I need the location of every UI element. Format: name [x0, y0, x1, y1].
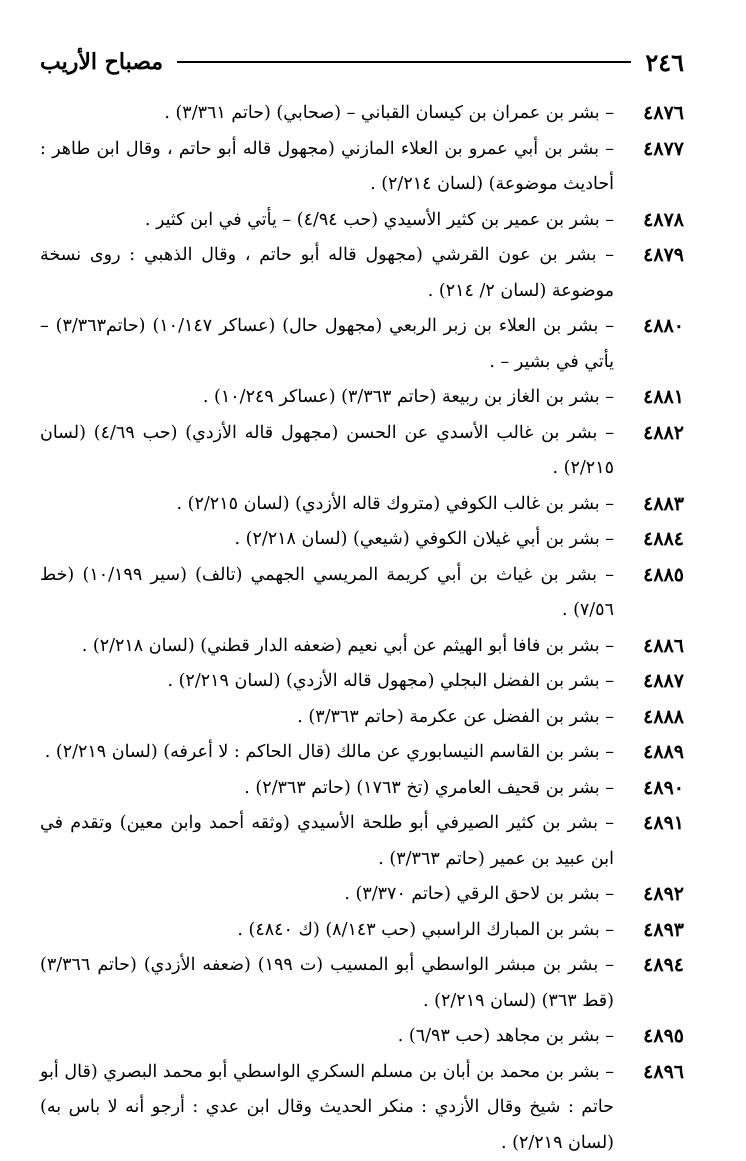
entry-text: – بشر بن المبارك الراسبي (حب ٨/١٤٣) (ك ٤٨٤٠) .: [40, 913, 614, 949]
list-item: [40, 522, 684, 558]
entry-text: – بشر بن فافا أبو الهيثم عن أبي نعيم (ضعفه الدار قطني) (لسان ٢/٢١٨) .: [40, 629, 614, 665]
entry-number: ٤٨٩٣: [643, 913, 684, 949]
entry-number: ٤٨٩٢: [643, 877, 684, 913]
entry-number: ٤٨٨١: [643, 380, 684, 416]
entry-text: – بشر بن غياث بن أبي كريمة المريسي الجهمي (تالف) (سير ١٠/١٩٩) (خط ٧/٥٦) .: [40, 558, 614, 629]
entry-number: ٤٨٧٧: [643, 132, 684, 168]
entry-text: – بشر بن لاحق الرقي (حاتم ٣/٣٧٠) .: [40, 877, 614, 913]
list-item: [40, 664, 684, 700]
entry-number: ٤٨٩٥: [643, 1019, 684, 1055]
entry-text: – بشر بن العلاء بن زبر الربعي (مجهول حال) (عساكر ١٠/١٤٧) (حاتم٣/٣٦٣) – يأتي في بشير – .: [40, 309, 614, 380]
list-item: [40, 203, 684, 239]
entry-text: – بشر بن كثير الصيرفي أبو طلحة الأسيدي (وثقه أحمد وابن معين) وتقدم في ابن عبيد بن عمير (حاتم ٣/٣٦٣) .: [40, 806, 614, 877]
entry-text: – بشر بن قحيف العامري (تخ ١٧٦٣) (حاتم ٢/٣٦٣) .: [40, 771, 614, 807]
header-rule: [177, 61, 631, 63]
page-header: [40, 40, 684, 84]
list-item: [40, 629, 684, 665]
list-item: [40, 913, 684, 949]
entry-text: – بشر بن عمير بن كثير الأسيدي (حب ٤/٩٤) – يأتي في ابن كثير .: [40, 203, 614, 239]
entries-list: [40, 96, 684, 1161]
list-item: [40, 1019, 684, 1055]
list-item: [40, 700, 684, 736]
entry-number: ٤٨٧٦: [643, 96, 684, 132]
entry-text: – بشر بن عمران بن كيسان القباني – (صحابي) (حاتم ٣/٣٦١) .: [40, 96, 614, 132]
entry-number: ٤٨٨٥: [643, 558, 684, 594]
entry-number: ٤٨٨٧: [643, 664, 684, 700]
list-item: [40, 309, 684, 380]
entry-text: – بشر بن مجاهد (حب ٦/٩٣) .: [40, 1019, 614, 1055]
entry-number: ٤٨٨٠: [643, 309, 684, 345]
entry-text: – بشر بن الفضل عن عكرمة (حاتم ٣/٣٦٣) .: [40, 700, 614, 736]
list-item: [40, 735, 684, 771]
page-number: ٢٤٦: [645, 48, 684, 77]
entry-number: ٤٨٩٤: [643, 948, 684, 984]
entry-text: – بشر بن الغاز بن ربيعة (حاتم ٣/٣٦٣) (عساكر ١٠/٢٤٩) .: [40, 380, 614, 416]
entry-number: ٤٨٨٩: [643, 735, 684, 771]
entry-number: ٤٨٩١: [643, 806, 684, 842]
list-item: [40, 238, 684, 309]
list-item: [40, 806, 684, 877]
book-title: مصباح الأريب: [40, 49, 163, 75]
entry-number: ٤٨٨٨: [643, 700, 684, 736]
entry-number: ٤٨٨٢: [643, 416, 684, 452]
entry-number: ٤٨٨٣: [643, 487, 684, 523]
entry-text: – بشر بن الفضل البجلي (مجهول قاله الأزدي) (لسان ٢/٢١٩) .: [40, 664, 614, 700]
entry-text: – بشر بن غالب الكوفي (متروك قاله الأزدي) (لسان ٢/٢١٥) .: [40, 487, 614, 523]
list-item: [40, 96, 684, 132]
entry-text: – بشر بن أبي عمرو بن العلاء المازني (مجهول قاله أبو حاتم ، وقال ابن طاهر : أحاديث موضوعة) (لسان ٢/٢١٤) .: [40, 132, 614, 203]
entry-text: – بشر بن مبشر الواسطي أبو المسيب (ت ١٩٩) (ضعفه الأزدي) (حاتم ٣/٣٦٦) (قط ٣٦٣) (لسان ٢/٢١٩) .: [40, 948, 614, 1019]
list-item: [40, 948, 684, 1019]
entry-text: – بشر بن عون القرشي (مجهول قاله أبو حاتم ، وقال الذهبي : روى نسخة موضوعة (لسان ٢/ ٢١٤) .: [40, 238, 614, 309]
list-item: [40, 558, 684, 629]
list-item: [40, 416, 684, 487]
entry-number: ٤٨٨٤: [643, 522, 684, 558]
entry-text: – بشر بن أبي غيلان الكوفي (شيعي) (لسان ٢/٢١٨) .: [40, 522, 614, 558]
list-item: [40, 380, 684, 416]
entry-text: – بشر بن القاسم النيسابوري عن مالك (قال الحاكم : لا أعرفه) (لسان ٢/٢١٩) .: [40, 735, 614, 771]
list-item: [40, 487, 684, 523]
entry-number: ٤٨٧٨: [643, 203, 684, 239]
list-item: [40, 132, 684, 203]
entry-number: ٤٨٨٦: [643, 629, 684, 665]
list-item: [40, 771, 684, 807]
list-item: [40, 877, 684, 913]
list-item: [40, 1055, 684, 1161]
entry-text: – بشر بن غالب الأسدي عن الحسن (مجهول قاله الأزدي) (حب ٤/٦٩) (لسان ٢/٢١٥) .: [40, 416, 614, 487]
entry-number: ٤٨٩٠: [643, 771, 684, 807]
entry-text: – بشر بن محمد بن أبان بن مسلم السكري الواسطي أبو محمد البصري (قال أبو حاتم : شيخ وقال الأزدي : منكر الحديث وقال ابن عدي : أرجو أنه لا باس به) (لسان ٢/٢١٩) .: [40, 1055, 614, 1161]
entry-number: ٤٨٧٩: [643, 238, 684, 274]
entry-number: ٤٨٩٦: [643, 1055, 684, 1091]
